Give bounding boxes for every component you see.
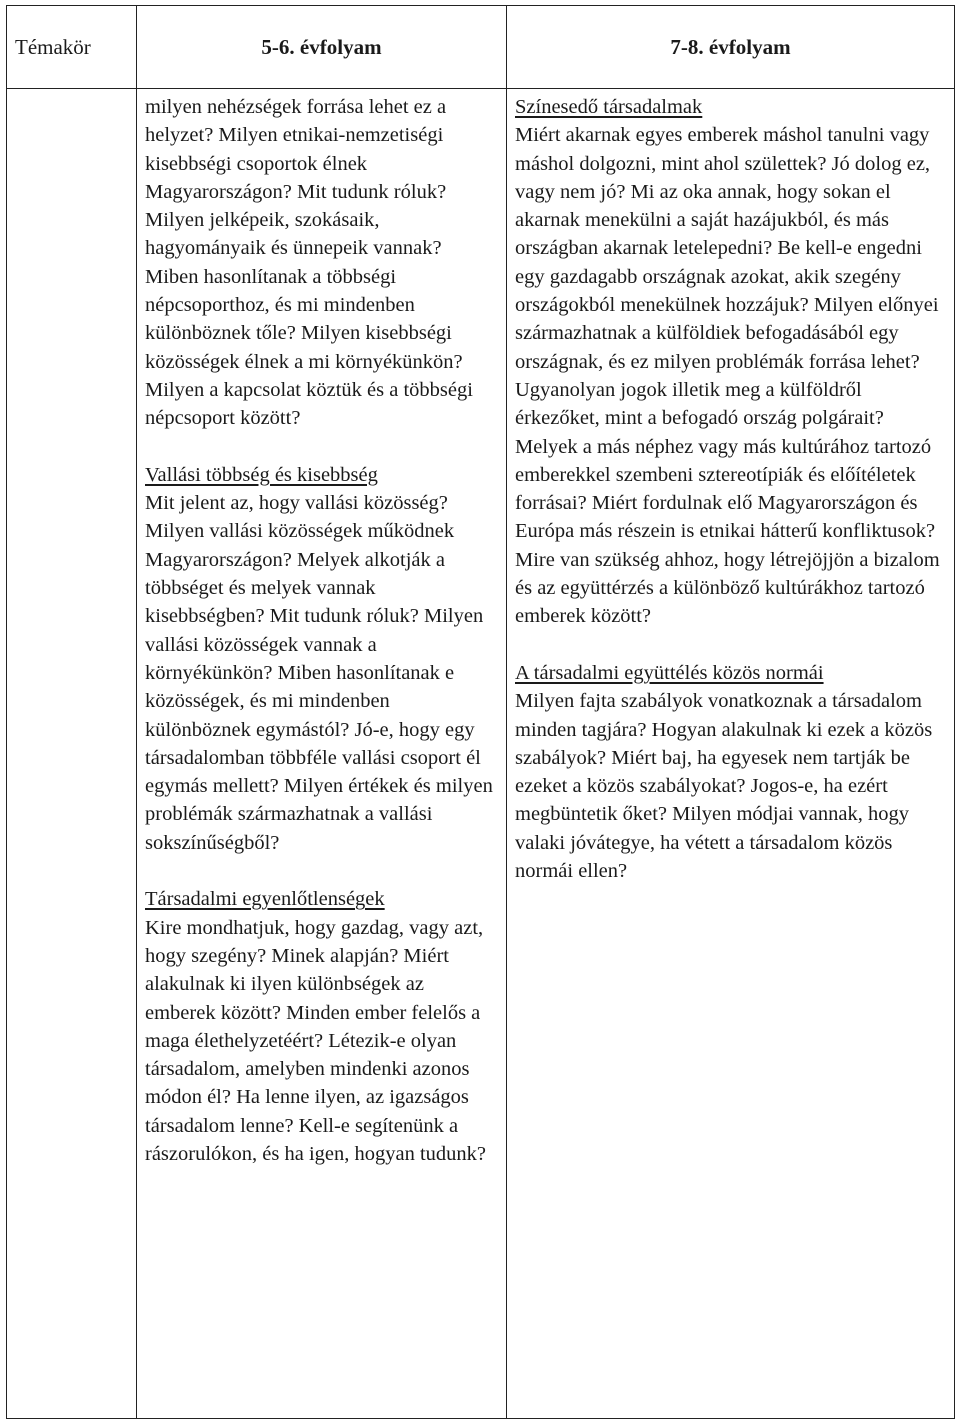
- norms-title: A társadalmi együttélés közös normái: [515, 661, 824, 684]
- religious-section: [145, 461, 498, 857]
- diverse-societies-title: Színesedő társadalmak: [515, 96, 703, 118]
- grade-5-6-cell: [137, 89, 507, 1419]
- header-grade-7-8: 7-8. évfolyam: [507, 6, 955, 89]
- diverse-societies-text: Miért akarnak egyes emberek máshol tanulni vagy máshol dolgozni, mint ahol születtek? Jó dolog ez, vagy nem jó? Mi az oka annak, hogy sokan el akarnak menekülni a saját hazájukból, és más országban akarnak letelepedni? Be kell-e engedni egy gazdagabb országnak azokat, akik szegény országokból menekülnek hozzájuk? Milyen előnyei származhatnak a külföldiek befogadásából egy országnak, és ez milyen problémák forrása lehet? Ugyanolyan jogok illetik meg a külföldről érkezőket, mint a befogadó ország polgárait? Melyek a más néphez vagy más kultúrához tartozó emberekkel szembeni sztereotípiák és előítéletek forrásai? Miért fordulnak elő Magyarországon és Európa más részein is etnikai hátterű konfliktusok? Mire van szükség ahhoz, hogy létrejöjjön a bizalom és az együttérzés a különböző kultúrákhoz tartozó emberek között?: [515, 124, 940, 628]
- inequality-section: [145, 885, 498, 1168]
- curriculum-table: [6, 5, 955, 1419]
- header-topic: Témakör: [7, 6, 137, 89]
- norms-section: [515, 659, 946, 885]
- content-row: [7, 89, 955, 1419]
- header-grade-5-6: 5-6. évfolyam: [137, 6, 507, 89]
- intro-text: milyen nehézségek forrása lehet ez a helyzet? Milyen etnikai-nemzetiségi kisebbségi csoportok élnek Magyarországon? Mit tudunk róluk? Milyen jelképeik, szokásaik, hagyományaik és ünnepeik vannak? Miben hasonlítanak a többségi népcsoporthoz, és mi mindenben különböznek tőle? Milyen kisebbségi közösségek élnek a mi környékünkön? Milyen a kapcsolat köztük és a többségi népcsoport között?: [145, 96, 473, 430]
- inequality-title: Társadalmi egyenlőtlenségek: [145, 888, 385, 911]
- norms-text: Milyen fajta szabályok vonatkoznak a társadalom minden tagjára? Hogyan alakulnak ki ezek a közös szabályok? Miért baj, ha egyesek nem tartják be ezeket a közös szabályokat? Jogos-e, ha ezért megbüntetik őket? Milyen módjai vannak, hogy valaki jóvátegye, ha vétett a társadalom közös normái ellen?: [515, 690, 933, 883]
- diverse-societies-section: [515, 93, 946, 631]
- religious-text: Mit jelent az, hogy vallási közösség? Milyen vallási közösségek működnek Magyarországon? Melyek alkotják a többséget és melyek vannak kisebbségben? Mit tudunk róluk? Milyen vallási közösségek vannak a környékünkön? Miben hasonlítanak e közösségek, és mi mindenben különböznek egymástól? Jó-e, hogy egy társadalomban többféle vallási csoport él egymás mellett? Milyen értékek és milyen problémák származhatnak a vallási sokszínűségből?: [145, 492, 493, 854]
- inequality-text: Kire mondhatjuk, hogy gazdag, vagy azt, hogy szegény? Minek alapján? Miért alakulnak ki ilyen különbségek az emberek között? Minden ember felelős a maga élethelyzetéért? Létezik-e olyan társadalom, amelyben mindenki azonos módon él? Ha lenne ilyen, az igazságos társadalom lenne? Kell-e segítenünk a rászorulókon, és ha igen, hogyan tudunk?: [145, 916, 487, 1165]
- grade-7-8-cell: [507, 89, 955, 1419]
- religious-title: Vallási többség és kisebbség: [145, 463, 378, 486]
- intro-section: [145, 93, 498, 433]
- header-row: [7, 6, 955, 89]
- topic-cell: [7, 89, 137, 1419]
